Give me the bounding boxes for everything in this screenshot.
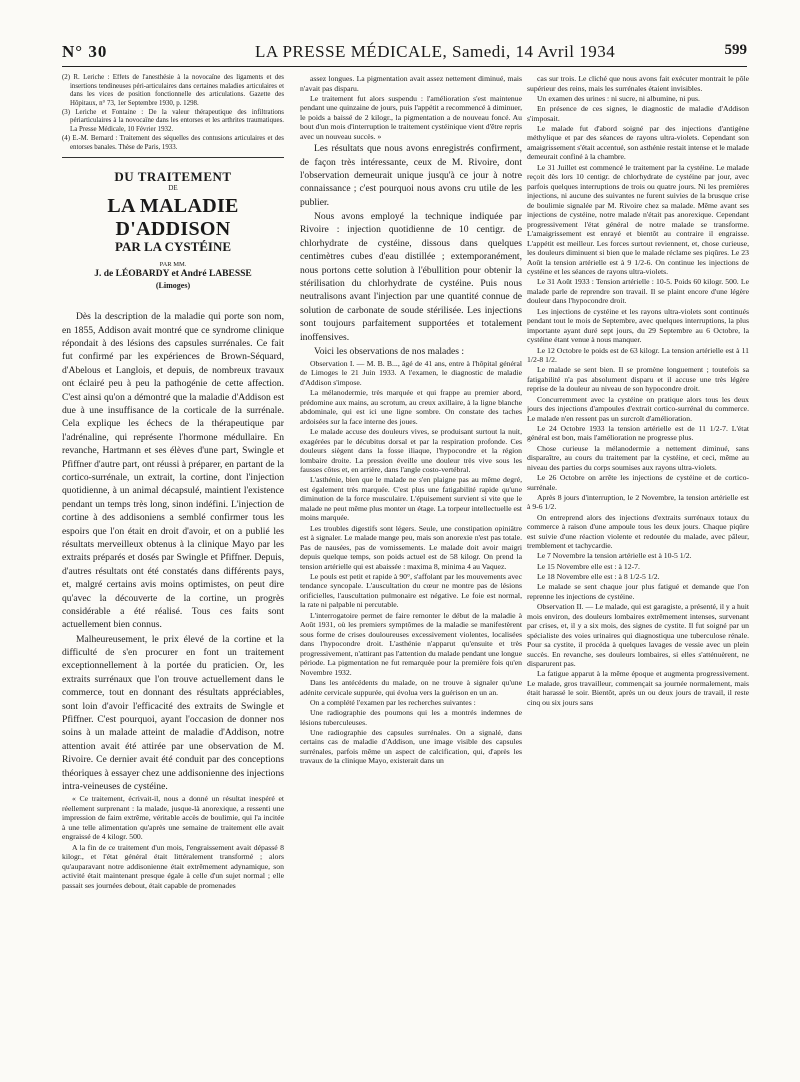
paragraph: Le 12 Octobre le poids est de 63 kilogr. La tension artérielle est à 11 1/2-8 1/2.	[527, 345, 749, 365]
header-rule	[62, 66, 747, 67]
issue-number: N° 30	[62, 42, 108, 61]
page-header	[62, 42, 747, 64]
paragraph: Concurremment avec la cystéine on pratique alors tous les deux jours des injections d'ampoules d'extrait cortico-surrénal du commerce. Le malade n'en ressent pas un surcroît d'amélioration.	[527, 394, 749, 423]
paragraph: Les résultats que nous avons enregistrés confirment, de façon très intéressante, ceux de M. Rivoire, dont l'observation demeurait unique jusqu'à ce jour à notre connaissance ; c'est pourquoi nous avons cru utile de les publier.	[300, 143, 522, 208]
paragraph: Les injections de cystéine et les rayons ultra-violets sont continués pendant tout le mois de Septembre, avec quelques interruptions, la plus importante ayant duré sept jours, du 29 Septembre au 6 Octobre, la cystéine étant venue à nous manquer.	[527, 306, 749, 345]
paragraph: Le malade se sent bien. Il se promène longuement ; toutefois sa fatigabilité n'a pas absolument disparu et il accuse une très légère reprise de la douleur au niveau de son hypocondre droit.	[527, 365, 749, 394]
paragraph: L'asthénie, bien que le malade ne s'en plaigne pas au même degré, est également très marquée. C'est plus une fatigabilité rapide qu'une diminution de la force musculaire. L'épuisement survient si vite que le malade ne peut même plus monter un étage. La torpeur intellectuelle est moins marquée.	[300, 475, 522, 523]
paragraph: Dès la description de la maladie qui porte son nom, en 1855, Addison avait montré que ce syndrome clinique répondait à des lésions des capsules surrénales. Ce fait fut confirmé par les expériences de Brown-Séquard, d'Abelous et Langlois, et depuis, de nombreux travaux ont éclairé peu à peu la pathogénie de cette affection. C'est ainsi qu'on a démontré que la maladie d'Addison est due à une insuffisance de la corticale de la surrénale. Cela explique les échecs de la thérapeutique par l'adrénaline, qui représente l'hormone médullaire. En revanche, Hartmann et ses élèves d'une part, Swingle et Pfiffner d'autre part, ont réussi à préparer, en partant de la cortico-surrénale, un extrait, la cortine, dont l'injection quotidienne, à un animal décapsulé, maintient l'existence pendant un temps très long, sinon indéfini. L'injection de cortine à des addisoniens a semblé confirmer tous les espoirs que l'on était en droit d'avoir, et on a publié les résultats merveilleux obtenus à la clinique Mayo par les extraits préparés et dosés par Swingle et Pfiffner. Depuis, d'autres résultats ont été constatés dans différents pays, et, malgré certains avis moins optimistes, on peut dire qu'avec la découverte de la cortine, un progrès considérable a été réalisé. Tous ces faits sont actuellement bien connus.	[62, 311, 284, 631]
paragraph: Le 7 Novembre la tension artérielle est à 10-5 1/2.	[537, 551, 692, 561]
paragraph: En présence de ces signes, le diagnostic de maladie d'Addison s'imposait.	[527, 104, 749, 123]
paragraph: L'interrogatoire permet de faire remonter le début de la maladie à Août 1931, où les premiers symptômes de la maladie se manifestèrent sous forme de crises douloureuses excessivement violentes, localisées dans l'hypocondre droit. L'asthénie n'apparut qu'ensuite et très progressivement, n'attirant pas l'attention du malade pendant une longue période. La pigmentation ne fut remarquée pour la première fois qu'en Novembre 1932.	[300, 610, 522, 677]
paragraph: Le traitement fut alors suspendu : l'amélioration s'est maintenue pendant une quinzaine de jours, puis l'appétit a recommencé à diminuer, le poids a baissé de 2 kilogr., la pigmentation a de nouveau foncé. Au bout d'un mois d'interruption le traitement cystéinique vient d'être repris avec un nouveau succès. »	[300, 93, 522, 141]
article-affiliation: (Limoges)	[155, 280, 191, 290]
article-kicker: DU TRAITEMENT	[114, 169, 232, 185]
footnote: (3) Leriche et Fontaine : De la valeur thérapeutique des infiltrations périarticulaires à la novocaïne dans les entorses et les arthrites traumatiques. La Presse Médicale, 10 Février 1932.	[62, 108, 284, 133]
paragraph: Nous avons employé la technique indiquée par Rivoire : injection quotidienne de 10 centigr. de chlorhydrate de cystéine, dissous dans quelques centimètres cubes d'eau distillée ; extemporanément, nous portons cette solution à l'ébullition pour obtenir la stérilisation du chlorhydrate de cystéine. Puis nous neutralisons avant l'injection par une quantité connue de solution de carbonate de soude stérilisée. Les injections sont toujours parfaitement supportées et totalement inoffensives.	[300, 210, 522, 343]
paragraph: Le 31 Août 1933 : Tension artérielle : 10-5. Poids 60 kilogr. 500. Le malade parle de reprendre son travail. Il se plaint encore d'une légère douleur dans l'hypocondre droit.	[527, 277, 749, 306]
paragraph: Observation I. — M. B. B..., âgé de 41 ans, entre à l'hôpital général de Limoges le 21 Juin 1933. A l'examen, le diagnostic de maladie d'Addison s'impose.	[300, 358, 522, 387]
paragraph: Le malade fut d'abord soigné par des injections d'antigène méthylique et par des séances de rayons ultra-violets. Cependant son amaigrissement s'était accentué, son asthénie restait intense et le malade demeurait confiné à la chambre.	[527, 123, 749, 162]
paragraph: Le malade se sent chaque jour plus fatigué et demande que l'on reprenne les injections de cystéine.	[527, 582, 749, 601]
paragraph: Le pouls est petit et rapide à 90°, s'affolant par les mouvements avec tendance syncopale. L'auscultation du cœur ne montre pas de lésions orificielles, l'auscultation pulmonaire est négative. Le foie est normal, la rate ni palpable ni percutable.	[300, 571, 522, 610]
paragraph: On a complété l'examen par les recherches suivantes :	[310, 697, 476, 707]
paragraph: Observation II. — Le malade, qui est garagiste, a présenté, il y a huit mois environ, des douleurs lombaires extrêmement intenses, survenant par crises, et, il y a six mois, des signes de cystite. Il fut soigné par un spécialiste des voies urinaires qui diagnostiqua une tuberculose rénale. Pour sa cystite, il procéda à quelques lavages de vessie avec un plein succès. En revanche, ses douleurs lombaires, si elles s'atténuèrent, ne disparurent pas.	[527, 602, 749, 669]
column-1	[62, 74, 284, 1074]
paragraph: Dans les antécédents du malade, on ne trouve à signaler qu'une adénite cervicale suppurée, qui évolua vers la guérison en un an.	[300, 678, 522, 697]
paragraph: Chose curieuse la mélanodermie a nettement diminué, sans disparaître, au cours du traitement par la cystéine, et ceci, même au niveau des parties du corps soumises aux rayons ultra-violets.	[527, 443, 749, 472]
large-text-block	[300, 142, 522, 358]
paragraph: Le 26 Octobre on arrête les injections de cystéine et de cortico-surrénale.	[527, 473, 749, 492]
article-par: PAR MM.	[159, 260, 187, 268]
paragraph: A la fin de ce traitement d'un mois, l'engraissement avait dépassé 8 kilogr., et l'état général était littéralement transformé ; alors qu'auparavant notre addisonienne était extrêmement adynamique, son activité était maintenant presque égale à celle d'un sujet normal ; elle passait ses journées debout, était capable de promenades	[62, 842, 284, 890]
paragraph: Après 8 jours d'interruption, le 2 Novembre, la tension artérielle est à 9-6 1/2.	[527, 492, 749, 512]
intro-text	[62, 310, 284, 793]
paragraph: Malheureusement, le prix élevé de la cortine et la difficulté de s'en procurer en font un traitement exceptionnellement à la portée du praticien. Or, les extraits surrénaux que l'on trouve actuellement dans le commerce, tout en donnant des résultats appréciables, sont loin d'avoir l'efficacité des extraits de Swingle et Pfiffner. C'est pourquoi, ayant l'occasion de donner nos soins à un malade atteint de maladie d'Addison, notre attention avait été attirée par une observation de M. Rivoire. Ce dernier avait été conduit par des conceptions théoriques à essayer chez une addisonienne des injections intra-veineuses de cystéine.	[62, 633, 284, 793]
column-2	[300, 74, 522, 1074]
paragraph: Les troubles digestifs sont légers. Seule, une constipation opiniâtre est à signaler. Le malade mange peu, mais son anorexie n'est pas totale. Pas de nausées, pas de vomissements. Le malade doit avoir maigri depuis quelque temps, son poids actuel est de 58 kilogr. On prend la tension artérielle qui est abaissée : maxima 8, minima 4 au Vaquez.	[300, 523, 522, 571]
paragraph: Le 24 Octobre 1933 la tension artérielle est de 11 1/2-7. L'état général est bon, mais l'amélioration ne progresse plus.	[527, 423, 749, 443]
article-authors: J. de LÉOBARDY et André LABESSE	[94, 269, 252, 280]
page-number: 599	[724, 42, 747, 58]
paragraph: Voici les observations de nos malades :	[314, 345, 465, 357]
paragraph: Une radiographie des poumons qui les a montrés indemnes de lésions tuberculeuses.	[300, 708, 522, 727]
column-3	[527, 74, 749, 1074]
footnote: (4) E.-M. Bernard : Traitement des séquelles des contusions articulaires et des entorses banales. Thèse de Paris, 1933.	[62, 135, 284, 151]
article-title: LA MALADIE D'ADDISON	[107, 195, 239, 241]
paragraph: assez longues. La pigmentation avait assez nettement diminué, mais n'avait pas disparu.	[300, 74, 522, 93]
paragraph: On entreprend alors des injections d'extraits surrénaux totaux du commerce à raison d'une ampoule tous les deux jours. Chaque piqûre est suivie d'une réaction violente et redoutée du malade, avec pâleur, tremblement et tachycardie.	[527, 512, 749, 551]
section-divider	[62, 157, 284, 158]
paragraph: « Ce traitement, écrivait-il, nous a donné un résultat inespéré et réellement surprenant : la malade, jusque-là anorexique, a ressenti une impression de faim extrême, véritable accès de boulimie, qui l'a incitée à une telle alimentation qu'après une semaine de traitement elle avait engraissé de 4 kilogr. 500.	[62, 794, 284, 842]
paragraph: Le 18 Novembre elle est : à 8 1/2-5 1/2.	[537, 572, 660, 582]
paragraph: Le malade accuse des douleurs vives, se produisant surtout la nuit, exagérées par le décubitus dorsal et par la respiration profonde. Ces douleurs siègent dans la fosse iliaque, l'hypocondre et la région lombaire droite. La pression éveille une douleur très vive sous les fausses côtes et, en arrière, dans l'angle costo-vertébral.	[300, 427, 522, 475]
paragraph: cas sur trois. Le cliché que nous avons fait exécuter montrait le pôle supérieur des reins, mais les surrénales étaient invisibles.	[527, 74, 749, 93]
journal-title: LA PRESSE MÉDICALE, Samedi, 14 Avril 1934	[255, 42, 616, 61]
paragraph: La mélanodermie, très marquée et qui frappe au premier abord, prédomine aux mains, au scrotum, au creux axillaire, à la ligne blanche abdominale, qui est ici une ligne sombre. On constate des taches ardoisées sur la face interne des joues.	[300, 388, 522, 426]
article-subtitle: PAR LA CYSTÉINE	[114, 239, 232, 255]
paragraph: Le 15 Novembre elle est : à 12-7.	[537, 561, 640, 571]
article-heading	[62, 169, 284, 290]
paragraph: La fatigue apparut à la même époque et augmenta progressivement. Le malade, gros travailleur, commençait sa journée normalement, mais était harassé le soir. Bientôt, après un ou deux jours de travail, il reste cinq ou six jours sans	[527, 669, 749, 707]
article-de: DE	[168, 183, 178, 192]
footnotes	[62, 74, 284, 152]
footnote: (2) R. Leriche : Effets de l'anesthésie à la novocaïne des ligaments et des insertions tendineuses péri-articulaires dans certaines maladies articulaires et dans les vices de position fonctionnelle des articulations. Gazette des Hôpitaux, n° 73, 1er Septembre 1930, p. 1298.	[62, 74, 284, 107]
paragraph: Une radiographie des capsules surrénales. On a signalé, dans certains cas de maladie d'Addison, une image visible des capsules surrénales, parfois même un aspect de calcification, qui, d'après les travaux de la clinique Mayo, existerait dans un	[300, 727, 522, 766]
paragraph: Le 31 Juillet est commencé le traitement par la cystéine. Le malade reçoit dès lors 10 centigr. de chlorhydrate de cystéine par jour, avec parfois quelques interruptions de trois ou quatre jours. Ni les premières injections, ni aucune des suivantes ne furent suivies de la brusque crise de boulimie signalée par M. Rivoire chez sa malade. Même avant ses injections de cystéine, notre malade n'était pas anorexique. Cependant progressivement l'état général de notre malade se transforme. L'amaigrissement est enrayé et bientôt au contraire il engraisse. L'appétit est meilleur. Les forces surtout reviennent, et, chose curieuse, les douleurs diminuent si bien que le malade réclame ses piqûres. Le 23 Août la tension artérielle est à 9 1/2-6. On continue les injections de cystéine et les séances de rayons ultra-violets.	[527, 162, 749, 277]
paragraph: Un examen des urines : ni sucre, ni albumine, ni pus.	[537, 93, 700, 103]
